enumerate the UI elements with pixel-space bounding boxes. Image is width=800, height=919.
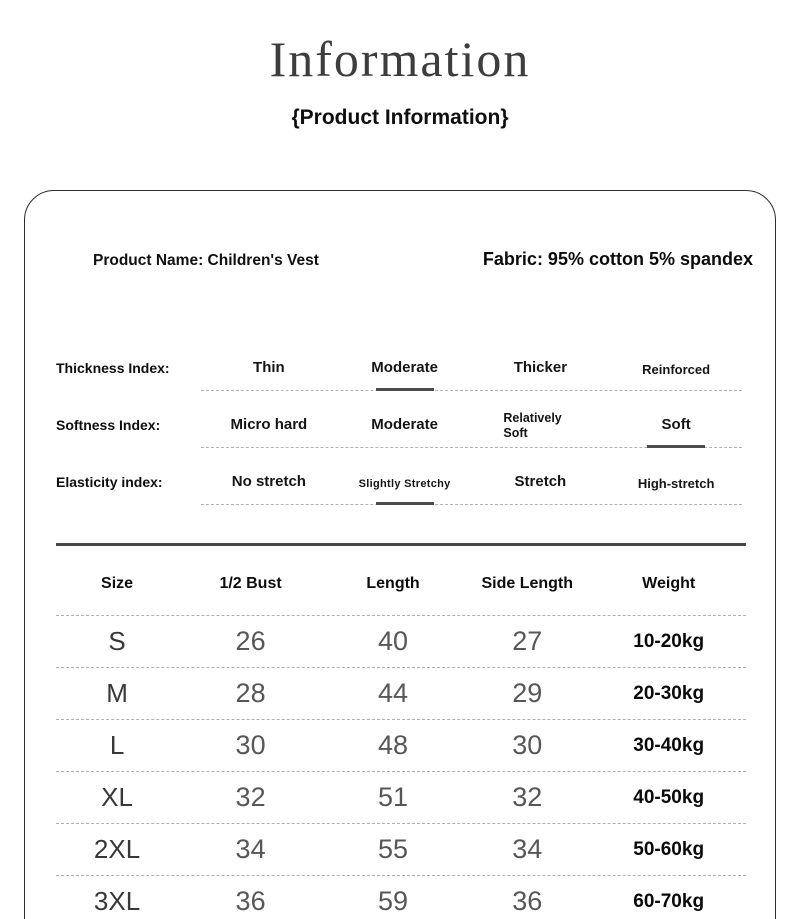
product-name-text: Product Name: Children's Vest <box>93 252 319 269</box>
cell-side-length: 34 <box>512 834 543 864</box>
fabric-text: Fabric: 95% cotton 5% spandex <box>482 249 753 269</box>
page-subtitle: {Product Information} <box>291 106 509 129</box>
cell-bust: 28 <box>235 678 266 708</box>
product-summary-row <box>25 249 775 270</box>
scale-row-elasticity <box>25 467 775 524</box>
size-table <box>56 543 746 919</box>
scale-row-thickness <box>25 353 775 410</box>
scale-options <box>201 411 744 441</box>
column-header-side-length: Side Length <box>481 574 574 592</box>
scale-option: No stretch <box>231 473 306 490</box>
column-header-weight: Weight <box>642 574 696 592</box>
cell-size: M <box>106 678 128 708</box>
scale-option: Reinforced <box>642 362 711 377</box>
scale-label: Elasticity index: <box>56 474 163 490</box>
table-row <box>56 771 746 823</box>
cell-side-length: 36 <box>512 886 543 916</box>
cell-length: 59 <box>378 886 409 916</box>
cell-size: S <box>108 626 126 656</box>
scale-option: Micro hard <box>230 416 308 433</box>
cell-length: 48 <box>378 730 409 760</box>
scale-label: Thickness Index: <box>56 360 170 376</box>
table-row <box>56 615 746 667</box>
scale-options <box>201 473 744 493</box>
scale-options <box>201 359 744 378</box>
cell-weight: 20-30kg <box>633 682 705 704</box>
scale-option: Moderate <box>337 359 473 378</box>
scale-row-softness <box>25 410 775 467</box>
cell-bust: 36 <box>235 886 266 916</box>
cell-length: 40 <box>378 626 409 656</box>
scale-option: Thin <box>253 359 285 376</box>
product-info-card <box>24 190 776 919</box>
cell-side-length: 29 <box>512 678 543 708</box>
cell-size: 2XL <box>93 834 141 864</box>
size-table-header <box>56 546 746 615</box>
table-row <box>56 719 746 771</box>
scale-option: Moderate <box>371 416 438 433</box>
scale-option: Slightly Stretchy <box>337 473 473 493</box>
scale-option <box>473 411 609 441</box>
cell-bust: 30 <box>235 730 266 760</box>
scale-track <box>201 390 742 391</box>
scale-option: Stretch <box>514 473 567 490</box>
column-header-size: Size <box>101 574 134 592</box>
cell-weight: 50-60kg <box>633 838 705 860</box>
cell-weight: 60-70kg <box>633 890 705 912</box>
scale-track <box>201 504 742 505</box>
cell-length: 44 <box>378 678 409 708</box>
attribute-scales <box>25 353 775 524</box>
cell-bust: 34 <box>235 834 266 864</box>
cell-length: 55 <box>378 834 409 864</box>
scale-option: Soft <box>608 416 744 441</box>
cell-side-length: 32 <box>512 782 543 812</box>
cell-size: L <box>109 730 125 760</box>
cell-side-length: 27 <box>512 626 543 656</box>
cell-side-length: 30 <box>512 730 543 760</box>
scale-option: Thicker <box>513 359 568 376</box>
cell-length: 51 <box>378 782 409 812</box>
cell-bust: 26 <box>235 626 266 656</box>
cell-weight: 40-50kg <box>633 786 705 808</box>
cell-bust: 32 <box>235 782 266 812</box>
scale-option-label: Relatively Soft <box>503 411 562 440</box>
column-header-length: Length <box>366 574 420 592</box>
table-row <box>56 823 746 875</box>
scale-option: High-stretch <box>637 476 715 491</box>
column-header-bust: 1/2 Bust <box>219 574 282 592</box>
scale-label: Softness Index: <box>56 417 161 433</box>
table-row <box>56 875 746 919</box>
cell-weight: 30-40kg <box>633 734 705 756</box>
table-row <box>56 667 746 719</box>
cell-size: XL <box>101 782 133 812</box>
cell-weight: 10-20kg <box>633 630 705 652</box>
cell-size: 3XL <box>93 886 141 916</box>
page-title: Information <box>269 31 531 87</box>
